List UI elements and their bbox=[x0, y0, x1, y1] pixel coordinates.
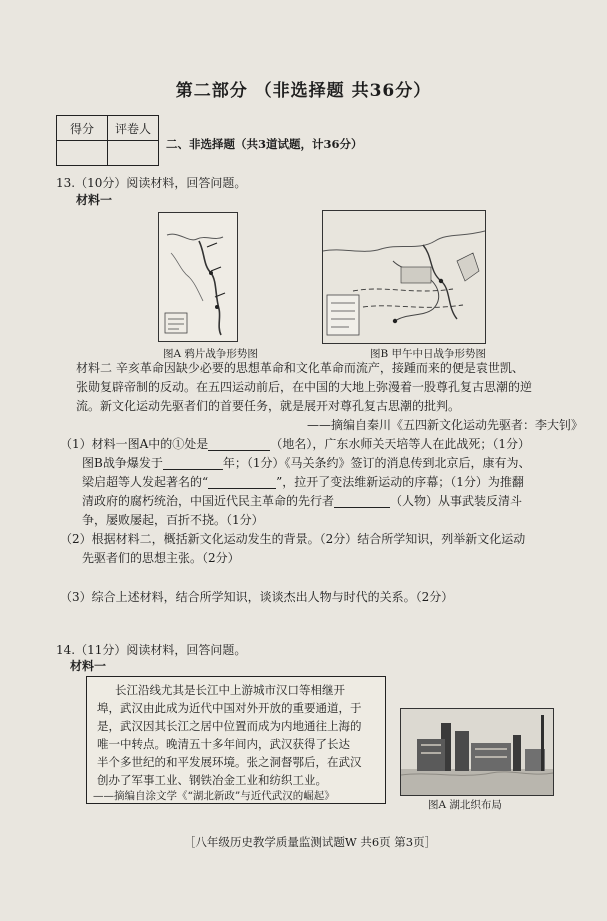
score-table bbox=[56, 115, 159, 166]
q13-sub1-line: （1）材料一图A中的①处是 （地名），广东水师关天培等人在此战死；（1分） bbox=[60, 437, 530, 451]
quote-line: 创办了军事工业、钢铁冶金工业和纺织工业。 bbox=[97, 773, 327, 787]
quote-line: 埠，武汉由此成为近代中国对外开放的重要通道，于 bbox=[97, 701, 362, 715]
section-heading: 二、非选择题（共3道试题，计36分） bbox=[166, 137, 363, 151]
quote-line: 长江沿线尤其是长江中上游城市汉口等相继开 bbox=[115, 683, 345, 697]
score-cell[interactable] bbox=[57, 141, 108, 166]
answer-blank[interactable] bbox=[163, 457, 223, 470]
material2-line: 材料二 辛亥革命因缺少必要的思想革命和文化革命而流产，接踵而来的便是袁世凯、 bbox=[76, 361, 524, 375]
q13-sub1-line: 梁启超等人发起著名的“ ”，拉开了变法维新运动的序幕；（1分）为推翻 bbox=[82, 475, 524, 489]
answer-blank[interactable] bbox=[208, 476, 276, 489]
figB-caption: 图B 甲午中日战争形势图 bbox=[370, 348, 487, 360]
q13-sub2-line: 先驱者们的思想主张。（2分） bbox=[82, 551, 240, 565]
factory-photo-icon bbox=[401, 709, 553, 795]
q13-sub1-line: 争，屡败屡起，百折不挠。（1分） bbox=[82, 513, 264, 527]
grader-cell[interactable] bbox=[108, 141, 159, 166]
answer-area[interactable] bbox=[60, 608, 560, 640]
q14-intro: 14.（11分）阅读材料，回答问题。 bbox=[56, 643, 247, 657]
q13-sub3: （3）综合上述材料，结合所学知识，谈谈杰出人物与时代的关系。（2分） bbox=[60, 590, 454, 604]
quote-line: 半个多世纪的和平发展环境。张之洞督鄂后，在武汉 bbox=[97, 755, 362, 769]
opium-war-map-icon bbox=[159, 213, 237, 341]
quote-source: ——摘编自涂文学《“湖北新政”与近代武汉的崛起》 bbox=[93, 790, 335, 802]
grader-header: 评卷人 bbox=[108, 116, 159, 141]
page-title: 第二部分 （非选择题 共36分） bbox=[175, 81, 432, 101]
page-footer: ［八年级历史教学质量监测试题W 共6页 第3页］ bbox=[183, 835, 437, 849]
sino-japanese-war-map-icon bbox=[323, 211, 485, 343]
q14-quote-box bbox=[86, 676, 386, 804]
score-header: 得分 bbox=[57, 116, 108, 141]
material2-source: ——摘编自秦川《五四新文化运动先驱者：李大钊》 bbox=[307, 418, 584, 432]
q13-sub1-line: 图B战争爆发于 年；（1分）《马关条约》签订的消息传到北京后，康有为、 bbox=[82, 456, 531, 470]
q13-material1-label: 材料一 bbox=[76, 193, 113, 207]
quote-line: 是，武汉因其长江之居中位置而成为内地通往上海的 bbox=[97, 719, 362, 733]
q13-intro: 13.（10分）阅读材料，回答问题。 bbox=[56, 176, 247, 190]
figA-caption: 图A 鸦片战争形势图 bbox=[163, 348, 258, 360]
answer-blank[interactable] bbox=[208, 438, 270, 451]
map-sino-japanese-war bbox=[322, 210, 486, 344]
quote-line: 唯一中转点。晚清五十多年间内，武汉获得了长达 bbox=[97, 737, 350, 751]
material2-line: 流。新文化运动先驱者们的首要任务，就是展开对尊孔复古思潮的批判。 bbox=[76, 399, 461, 413]
material2-line: 张勋复辟帝制的反动。在五四运动前后，在中国的大地上弥漫着一股尊孔复古思潮的逆 bbox=[76, 380, 533, 394]
answer-area[interactable] bbox=[60, 568, 560, 586]
q13-sub2-line: （2）根据材料二，概括新文化运动发生的背景。（2分）结合所学知识，列举新文化运动 bbox=[60, 532, 526, 546]
q14-material1-label: 材料一 bbox=[70, 659, 107, 673]
map-opium-war bbox=[158, 212, 238, 342]
q14-figA-caption: 图A 湖北织布局 bbox=[428, 799, 502, 811]
q13-sub1-line: 清政府的腐朽统治，中国近代民主革命的先行者 （人物）从事武装反清斗 bbox=[82, 494, 523, 508]
answer-blank[interactable] bbox=[334, 495, 390, 508]
photo-hubei-textile-bureau bbox=[400, 708, 554, 796]
